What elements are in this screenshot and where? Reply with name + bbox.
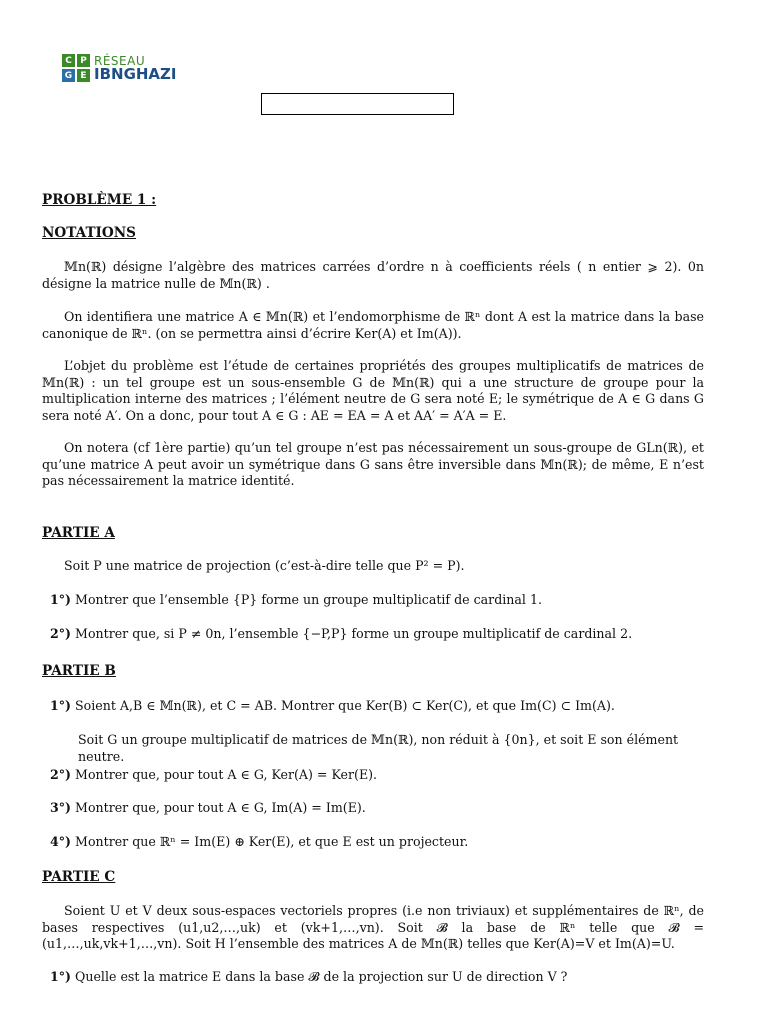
partie-a-title: PARTIE A (42, 525, 115, 541)
logo-line1: RÉSEAU (94, 53, 146, 68)
partie-c-question-1 (50, 969, 704, 986)
question-text: Montrer que, pour tout A ∈ G, Ker(A) = Ker(E). (75, 767, 378, 782)
partie-b-intro: Soit G un groupe multiplicatif de matrices de 𝕄n(ℝ), non réduit à {0n}, et soit E son élément neutre. (78, 732, 679, 764)
logo-letter: E (77, 69, 90, 82)
question-text: Montrer que ℝⁿ = Im(E) ⊕ Ker(E), et que E est un projecteur. (75, 834, 469, 849)
question-number: 3°) (50, 800, 72, 815)
notations-paragraph-1: 𝕄n(ℝ) désigne l’algèbre des matrices carrées d’ordre n à coefficients réels ( n entier ⩾ 2). 0n désigne la matrice nulle de 𝕄n(ℝ) . (42, 259, 704, 291)
partie-a-question-1 (50, 592, 704, 609)
question-number: 2°) (50, 767, 72, 782)
logo-line2: IBNGHAZI (94, 64, 177, 83)
partie-b-title: PARTIE B (42, 663, 116, 679)
partie-c-paragraph: Soient U et V deux sous-espaces vectoriels propres (i.e non triviaux) et supplémentaires de ℝⁿ, de bases respectives (u1,u2,…,uk) et (vk+1,…,vn). Soit 𝓑 la base de ℝⁿ telle que 𝓑 = (u1,…,uk,vk+1,…,vn). Soit H l’ensemble des matrices A de 𝕄n(ℝ) telles que Ker(A)=V et Im(A)=U. (42, 903, 704, 952)
logo-letter: C (62, 54, 75, 67)
question-text: Montrer que, pour tout A ∈ G, Im(A) = Im(E). (75, 800, 366, 815)
notations-paragraph-2: On identifiera une matrice A ∈ 𝕄n(ℝ) et l’endomorphisme de ℝⁿ dont A est la matrice dans la base canonique de ℝⁿ. (on se permettra ainsi d’écrire Ker(A) et Im(A)). (42, 309, 704, 341)
question-number: 4°) (50, 834, 72, 849)
partie-b-question-1 (50, 698, 704, 715)
partie-b-question-3 (50, 800, 704, 817)
logo-text (94, 55, 177, 82)
question-text: Soient A,B ∈ 𝕄n(ℝ), et C = AB. Montrer que Ker(B) ⊂ Ker(C), et que Im(C) ⊂ Im(A). (75, 698, 615, 713)
question-text: Montrer que, si P ≠ 0n, l’ensemble {−P,P} forme un groupe multiplicatif de cardinal 2. (75, 626, 633, 641)
reseau-ibnghazi-logo (62, 52, 177, 84)
question-text: Montrer que l’ensemble {P} forme un groupe multiplicatif de cardinal 1. (75, 592, 542, 607)
partie-a-question-2 (50, 626, 704, 643)
partie-b-question-2 (50, 767, 704, 784)
notations-paragraph-3: L’objet du problème est l’étude de certaines propriétés des groupes multiplicatifs de matrices de 𝕄n(ℝ) : un tel groupe est un sous-ensemble G de 𝕄n(ℝ) qui a une structure de groupe pour la multiplication interne des matrices ; l’élément neutre de G sera noté E; le symétrique de A ∈ G dans G sera noté A′. On a donc, pour tout A ∈ G : AE = EA = A et AA′ = A′A = E. (42, 358, 704, 423)
logo-letter: P (77, 54, 90, 67)
notations-paragraph-4: On notera (cf 1ère partie) qu’un tel groupe n’est pas nécessairement un sous-groupe de GLn(ℝ), et qu’une matrice A peut avoir un symétrique dans G sans être inversible dans 𝕄n(ℝ); de même, E n’est pas nécessairement la matrice identité. (42, 440, 704, 489)
notations-title: NOTATIONS (42, 225, 137, 241)
question-number: 1°) (50, 698, 72, 713)
question-number: 1°) (50, 592, 72, 607)
logo-mark (62, 54, 90, 82)
question-number: 1°) (50, 969, 72, 984)
logo-letter: G (62, 69, 75, 82)
title-box (261, 93, 454, 115)
question-number: 2°) (50, 626, 72, 641)
question-text: Quelle est la matrice E dans la base 𝓑 de la projection sur U de direction V ? (75, 969, 568, 984)
probleme-title: PROBLÈME 1 : (42, 192, 157, 208)
partie-a-intro: Soit P une matrice de projection (c’est-à-dire telle que P² = P). (64, 558, 465, 573)
partie-c-title: PARTIE C (42, 869, 116, 885)
partie-b-question-4 (50, 834, 704, 851)
